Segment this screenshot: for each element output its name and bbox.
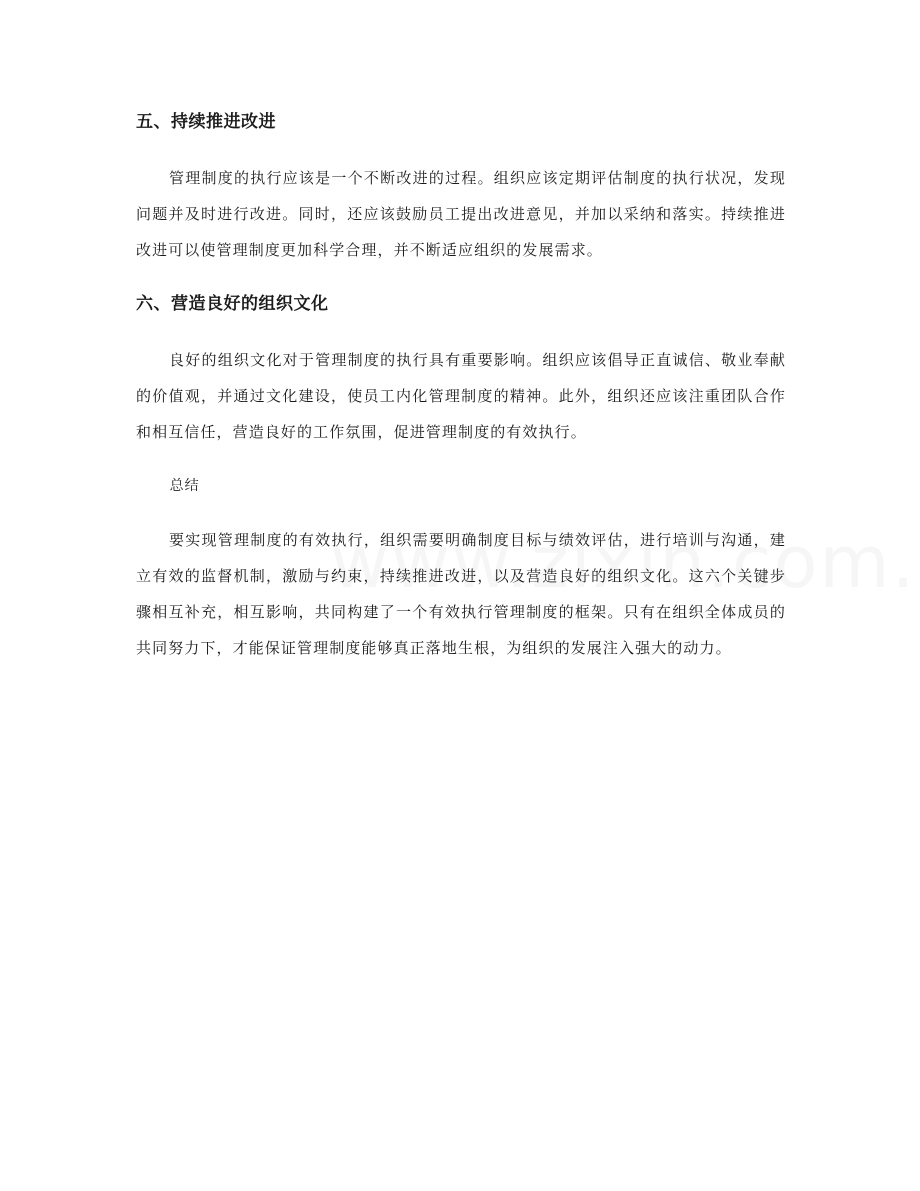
section-heading-5: 五、持续推进改进 xyxy=(136,112,276,132)
summary-body: 要实现管理制度的有效执行，组织需要明确制度目标与绩效评估，进行培训与沟通，建立有效的监督机制，激励与约束，持续推进改进，以及营造良好的组织文化。这六个关键步骤相互补充，相互影响，共同构建了一个有效执行管理制度的框架。只有在组织全体成员的共同努力下，才能保证管理制度能够真正落地生根，为组织的发展注入强大的动力。 xyxy=(136,531,786,657)
document-content xyxy=(136,104,786,666)
section-body-5: 管理制度的执行应该是一个不断改进的过程。组织应该定期评估制度的执行状况，发现问题并及时进行改进。同时，还应该鼓励员工提出改进意见，并加以采纳和落实。持续推进改进可以使管理制度更加科学合理，并不断适应组织的发展需求。 xyxy=(136,169,786,259)
section-heading-6: 六、营造良好的组织文化 xyxy=(136,294,329,314)
section-body-6: 良好的组织文化对于管理制度的执行具有重要影响。组织应该倡导正直诚信、敬业奉献的价值观，并通过文化建设，使员工内化管理制度的精神。此外，组织还应该注重团队合作和相互信任，营造良好的工作氛围，促进管理制度的有效执行。 xyxy=(136,351,786,441)
summary-label: 总结 xyxy=(169,478,200,494)
